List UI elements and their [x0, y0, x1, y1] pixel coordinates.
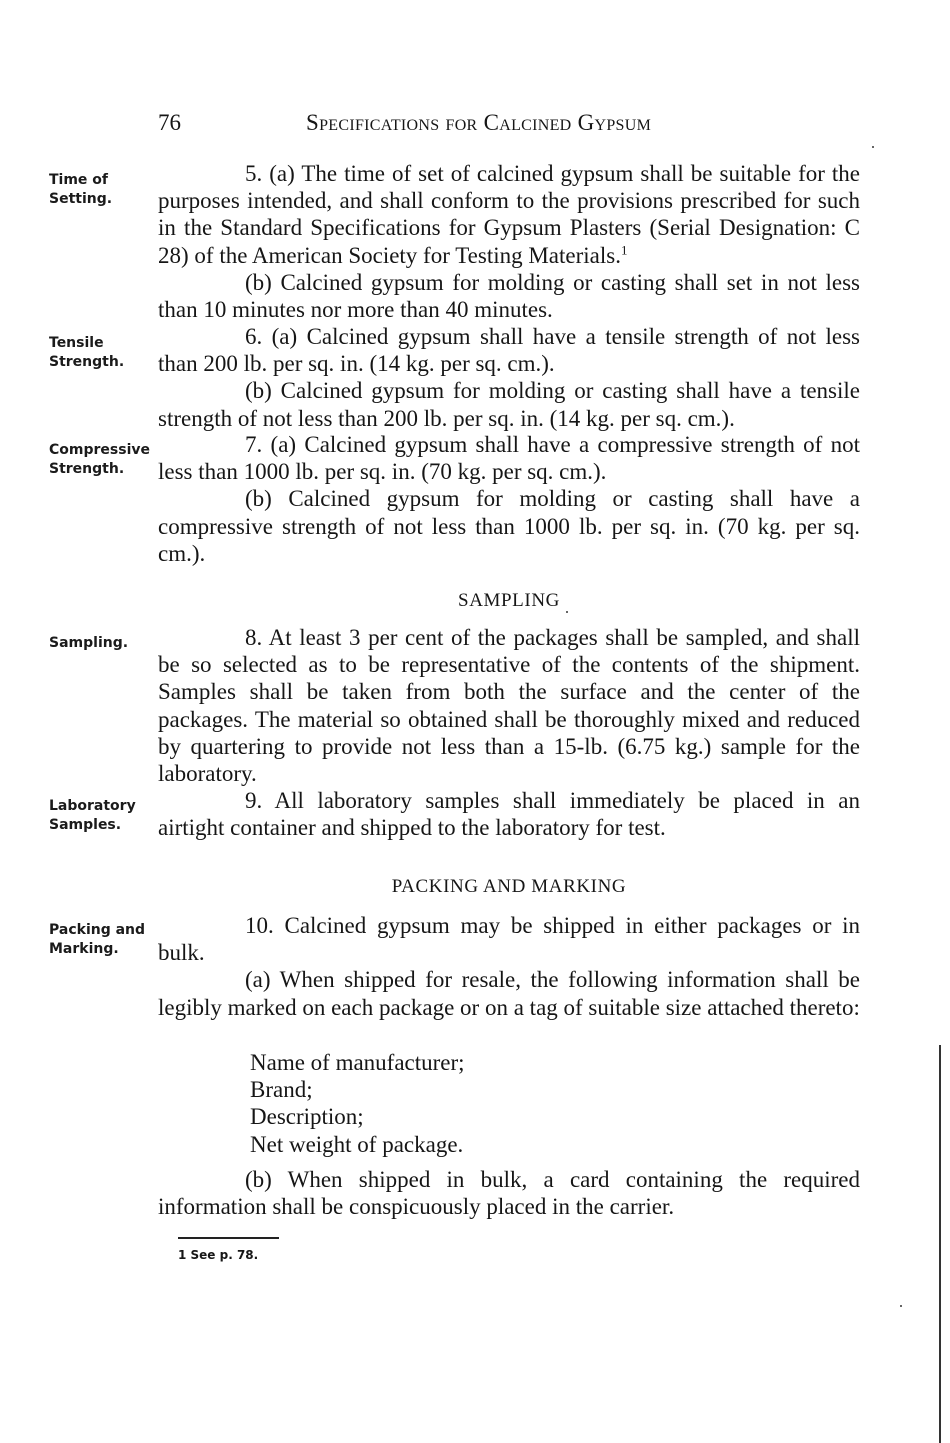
speck: [900, 1305, 902, 1307]
running-header: [158, 110, 860, 140]
margin-note-line: Strength.: [49, 461, 125, 477]
heading-sampling: SAMPLING: [458, 590, 560, 611]
margin-note-line: Time of: [49, 172, 109, 188]
list-item: Name of manufacturer;: [250, 1050, 465, 1075]
list-item: Description;: [250, 1104, 364, 1130]
margin-note-compressive-strength: [49, 441, 157, 479]
section-7: [158, 431, 860, 567]
marking-list: [250, 1049, 465, 1158]
section-10b: [158, 1166, 860, 1220]
margin-note-line: Compressive: [49, 442, 150, 458]
margin-note-tensile-strength: [49, 334, 157, 372]
margin-note-packing-and-marking: [49, 921, 157, 959]
running-title: Specifications for Calcined Gypsum: [306, 110, 652, 135]
paragraph-7a: 7. (a) Calcined gypsum shall have a compressive strength of not less than 1000 lb. per sq. in. (70 kg. per sq. cm.).: [158, 432, 860, 485]
margin-note-sampling: [49, 634, 157, 653]
paragraph-9: 9. All laboratory samples shall immediately be placed in an airtight container and shipped to the laboratory for test.: [158, 788, 860, 841]
section-10: [158, 912, 860, 1021]
speck: [872, 146, 874, 148]
paragraph-10b: (b) When shipped in bulk, a card containing the required information shall be conspicuously placed in the carrier.: [158, 1167, 860, 1220]
list-item: Brand;: [250, 1077, 313, 1103]
margin-note-line: Tensile: [49, 335, 104, 351]
margin-note-laboratory-samples: [49, 797, 157, 835]
paragraph-5a: [158, 160, 860, 269]
margin-note-line: Packing and: [49, 922, 146, 938]
margin-note-time-of-setting: [49, 171, 157, 209]
margin-note-line: Marking.: [49, 941, 119, 957]
margin-note-line: Samples.: [49, 817, 122, 833]
speck: [566, 611, 568, 613]
heading-packing-and-marking: PACKING AND MARKING: [391, 876, 627, 897]
page-number: 76: [158, 110, 181, 135]
section-9: [158, 787, 860, 841]
section-5: [158, 160, 860, 323]
paragraph-10: 10. Calcined gypsum may be shipped in either packages or in bulk.: [158, 913, 860, 966]
paragraph-10a: (a) When shipped for resale, the following information shall be legibly marked on each package or on a tag of suitable size attached thereto:: [158, 967, 860, 1020]
paragraph-7b: (b) Calcined gypsum for molding or casting shall have a compressive strength of not less than 1000 lb. per sq. in. (70 kg. per sq. cm.).: [158, 486, 860, 566]
margin-note-line: Laboratory: [49, 798, 136, 814]
margin-note-line: Sampling.: [49, 635, 129, 651]
paragraph-6a: 6. (a) Calcined gypsum shall have a tensile strength of not less than 200 lb. per sq. in. (14 kg. per sq. cm.).: [158, 324, 860, 377]
footnote: 1 See p. 78.: [178, 1248, 259, 1262]
paragraph-5b: (b) Calcined gypsum for molding or casting shall set in not less than 10 minutes nor more than 40 minutes.: [158, 269, 860, 323]
margin-note-line: Setting.: [49, 191, 113, 207]
section-6: [158, 323, 860, 432]
footnote-rule: [178, 1237, 279, 1239]
paragraph-6b: (b) Calcined gypsum for molding or casting shall have a tensile strength of not less than 200 lb. per sq. in. (14 kg. per sq. cm.).: [158, 378, 860, 431]
paragraph-5a-text: 5. (a) The time of set of calcined gypsum shall be suitable for the purposes intended, and shall conform to the provisions prescribed for such in the Standard Specifications for Gypsum Plasters (Serial Designation: C 28) of the American Society for Testing Materials.: [158, 161, 860, 268]
section-8: [158, 624, 860, 787]
list-item: Net weight of package.: [250, 1131, 464, 1157]
margin-note-line: Strength.: [49, 354, 125, 370]
page-edge-line: [939, 1045, 941, 1443]
footnote-marker: 1: [620, 241, 628, 257]
paragraph-8: 8. At least 3 per cent of the packages shall be sampled, and shall be so selected as to be representative of the contents of the shipment. Samples shall be taken from both the surface and the center of the packages. The material so obtained shall be thoroughly mixed and reduced by quartering to provide not less than a 15-lb. (6.75 kg.) sample for the laboratory.: [158, 625, 860, 787]
